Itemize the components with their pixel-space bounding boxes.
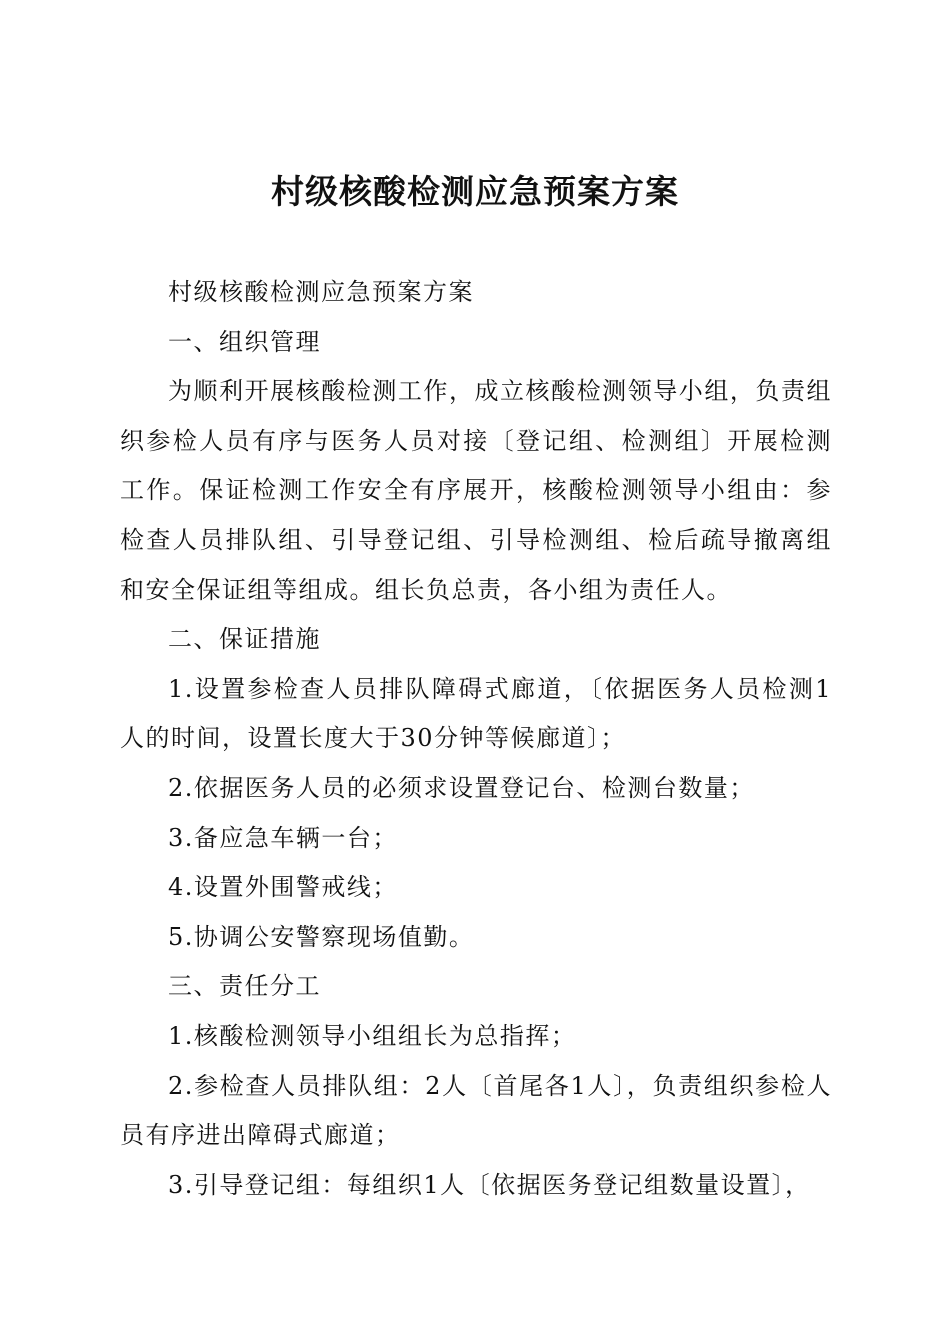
list-item-measure-2: 2.依据医务人员的必须求设置登记台、检测台数量；	[168, 773, 755, 802]
section-heading-measures: 二、保证措施	[168, 625, 321, 654]
list-item-measure-1: 1.设置参检查人员排队障碍式廊道，〔依据医务人员检测1人的时间，设置长度大于30分钟等候廊道〕；	[120, 674, 832, 753]
section-heading-responsibilities: 三、责任分工	[168, 972, 321, 1001]
paragraph-organization: 为顺利开展核酸检测工作，成立核酸检测领导小组，负责组织参检人员有序与医务人员对接〔登记组、检测组〕开展检测工作。保证检测工作安全有序展开，核酸检测领导小组由：参检查人员排队组、引导登记组、引导检测组、检后疏导撤离组和安全保证组等组成。组长负总责，各小组为责任人。	[120, 377, 832, 604]
section-heading-organization: 一、组织管理	[168, 327, 321, 356]
document-body	[120, 268, 832, 1210]
paragraph-subtitle: 村级核酸检测应急预案方案	[168, 278, 474, 306]
document-title: 村级核酸检测应急预案方案	[271, 172, 679, 212]
list-item-responsibility-1: 1.核酸检测领导小组组长为总指挥；	[168, 1021, 577, 1050]
list-item-measure-4: 4.设置外围警戒线；	[168, 873, 398, 902]
list-item-responsibility-2: 2.参检查人员排队组：2人〔首尾各1人〕，负责组织参检人员有序进出障碍式廊道；	[120, 1071, 832, 1150]
list-item-measure-3: 3.备应急车辆一台；	[168, 823, 398, 852]
list-item-measure-5: 5.协调公安警察现场值勤。	[168, 922, 475, 951]
list-item-responsibility-3: 3.引导登记组：每组织1人〔依据医务登记组数量设置〕，	[168, 1170, 811, 1199]
